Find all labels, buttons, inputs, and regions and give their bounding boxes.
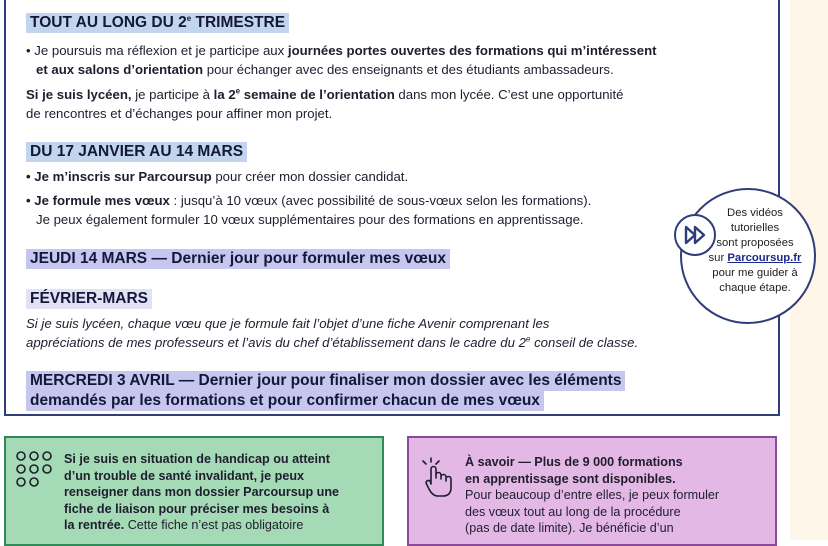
dots-grid-icon	[14, 449, 56, 496]
paragraph-semaine-orientation: Si je suis lycéen, je participe à la 2e semaine de l’orientation dans mon lycée. C’est une opportunité de rencontres et d’échanges pour affiner mon projet.	[26, 86, 624, 121]
heading-sup: e	[186, 13, 192, 23]
heading-2e-trimestre	[26, 13, 289, 33]
section-2e-trimestre	[26, 41, 726, 123]
touch-hand-icon	[422, 456, 456, 503]
handicap-text: Si je suis en situation de handicap ou atteint d’un trouble de santé invalidant, je peux renseigner dans mon dossier Parcoursup une fiche de liaison pour préciser mes besoins à la rentrée. Cette fiche n’est pas obligatoire	[64, 452, 340, 532]
apprentissage-text: À savoir — Plus de 9 000 formations en apprentissage sont disponibles. Pour beaucoup d’entre elles, je peux formuler des vœux tout au long de la procédure (pas de date limite). Je bénéficie d’un	[465, 455, 720, 535]
section-fiche-avenir	[26, 314, 706, 352]
fiche-avenir-line1: Si je suis lycéen, chaque vœu que je formule fait l’objet d’une fiche Avenir comprenant les	[26, 316, 550, 331]
tutorial-text: Des vidéos tutorielles sont proposées sur Parcoursup.fr pour me guider à chaque étape.	[708, 207, 802, 294]
heading-fevrier-mars: FÉVRIER-MARS	[26, 289, 152, 309]
section-inscription	[26, 167, 676, 229]
parcoursup-link[interactable]: Parcoursup.fr	[727, 252, 802, 264]
heading-text-rest: TRIMESTRE	[191, 14, 286, 31]
heading-17-janvier-14-mars: DU 17 JANVIER AU 14 MARS	[26, 142, 247, 162]
bullet-inscription: • Je m’inscris sur Parcoursup pour créer mon dossier candidat.	[26, 169, 409, 184]
heading-mercredi-3-avril: MERCREDI 3 AVRIL — Dernier jour pour finaliser mon dossier avec les éléments demandés par les formations et pour confirmer chacun de mes vœux	[26, 371, 625, 411]
bullet-journees-portes-ouvertes: • Je poursuis ma réflexion et je participe aux journées portes ouvertes des formations qui m’intéressent et aux salons d’orientation pour échanger avec des enseignants et des étudiants ambassadeurs.	[26, 43, 657, 77]
heading-text: TOUT AU LONG DU 2	[30, 14, 187, 31]
bullet-formule-voeux: • Je formule mes vœux : jusqu’à 10 vœux (avec possibilité de sous-vœux selon les formations). Je peux également formuler 10 vœux supplémentaires pour des formations en apprentissage.	[26, 193, 592, 227]
heading-jeudi-14-mars: JEUDI 14 MARS — Dernier jour pour formuler mes vœux	[26, 249, 450, 269]
fiche-avenir-line2: appréciations de mes professeurs et l’avis du chef d’établissement dans le cadre du 2e conseil de classe.	[26, 334, 639, 350]
